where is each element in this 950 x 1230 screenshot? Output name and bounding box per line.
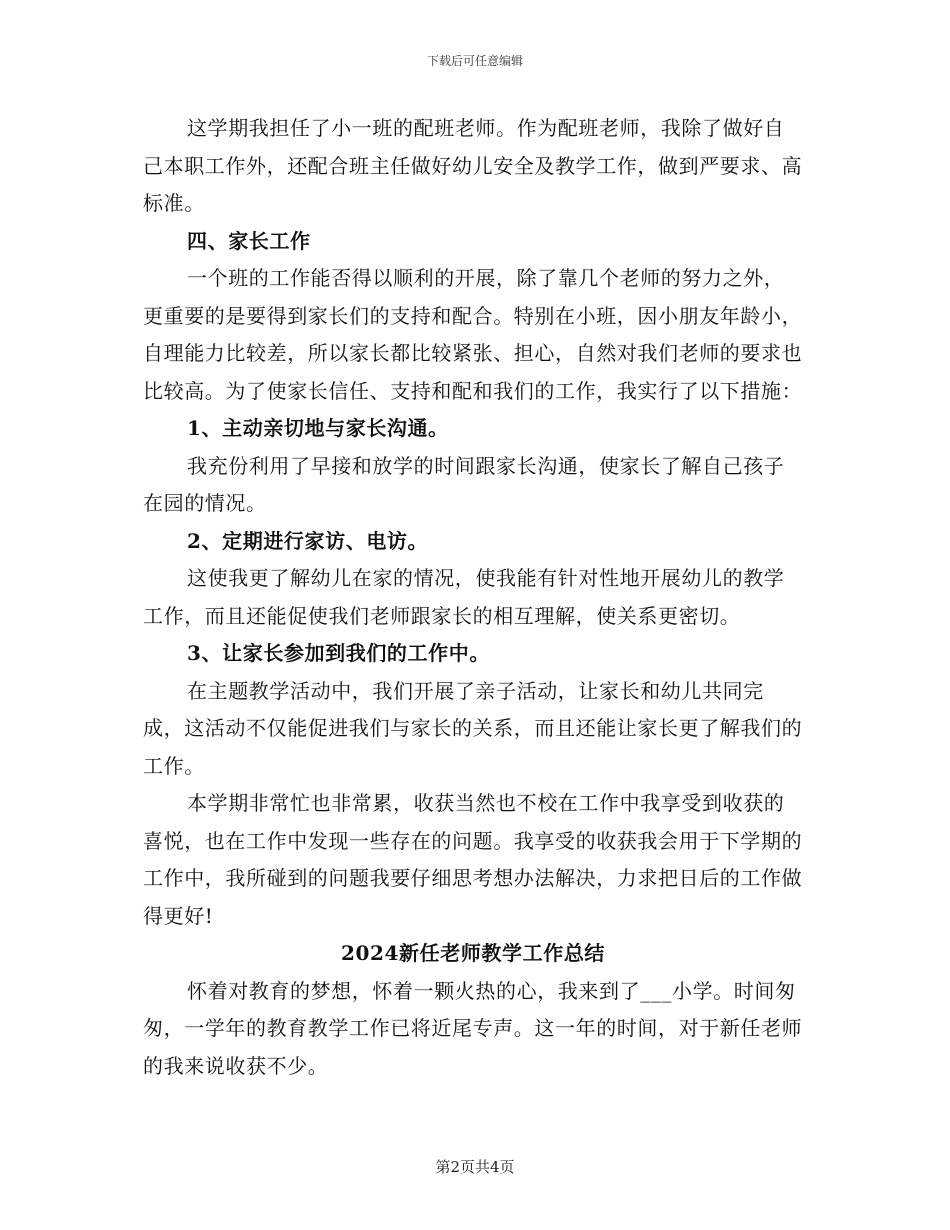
document-body	[143, 110, 803, 1085]
subheading-communicate: 1、主动亲切地与家长沟通。	[187, 416, 449, 440]
page-number: 第2页共4页	[435, 1158, 515, 1176]
paragraph-new-teacher-intro: 怀着对教育的梦想，怀着一颗火热的心，我来到了___小学。时间匆匆，一学年的教育教学工作已将近尾专声。这一年的时间，对于新任老师的我来说收获不少。	[143, 978, 803, 1078]
paragraph-home-visits: 这使我更了解幼儿在家的情况，使我能有针对性地开展幼儿的教学工作，而且还能促使我们老师跟家长的相互理解，使关系更密切。	[143, 566, 785, 628]
paragraph-parent-participation: 在主题教学活动中，我们开展了亲子活动，让家长和幼儿共同完成，这活动不仅能促进我们与家长的关系，而且还能让家长更了解我们的工作。	[143, 678, 803, 778]
document-title-2024: 2024新任老师教学工作总结	[340, 941, 606, 965]
subheading-home-visits: 2、定期进行家访、电访。	[187, 528, 429, 553]
paragraph-communicate: 我充份利用了早接和放学的时间跟家长沟通，使家长了解自己孩子在园的情况。	[143, 453, 785, 515]
subheading-parent-participation: 3、让家长参加到我们的工作中。	[187, 641, 490, 665]
paragraph-role-duty: 这学期我担任了小一班的配班老师。作为配班老师，我除了做好自己本职工作外，还配合班主任做好幼儿安全及教学工作，做到严要求、高标准。	[143, 116, 803, 215]
paragraph-parent-work-intro: 一个班的工作能否得以顺利的开展，除了靠几个老师的努力之外，更重要的是要得到家长们的支持和配合。特别在小班，因小朋友年龄小，自理能力比较差，所以家长都比较紧张、担心，自然对我们老师的要求也比较高。为了使家长信任、支持和配和我们的工作，我实行了以下措施：	[143, 266, 803, 403]
page-header-note: 下载后可任意编辑	[426, 54, 523, 68]
paragraph-semester-summary: 本学期非常忙也非常累，收获当然也不校在工作中我享受到收获的喜悦，也在工作中发现一些存在的问题。我享受的收获我会用于下学期的工作中，我所碰到的问题我要仔细思考想办法解决，力求把日后的工作做得更好!	[143, 791, 803, 928]
section-heading-parent-work: 四、家长工作	[187, 228, 311, 253]
